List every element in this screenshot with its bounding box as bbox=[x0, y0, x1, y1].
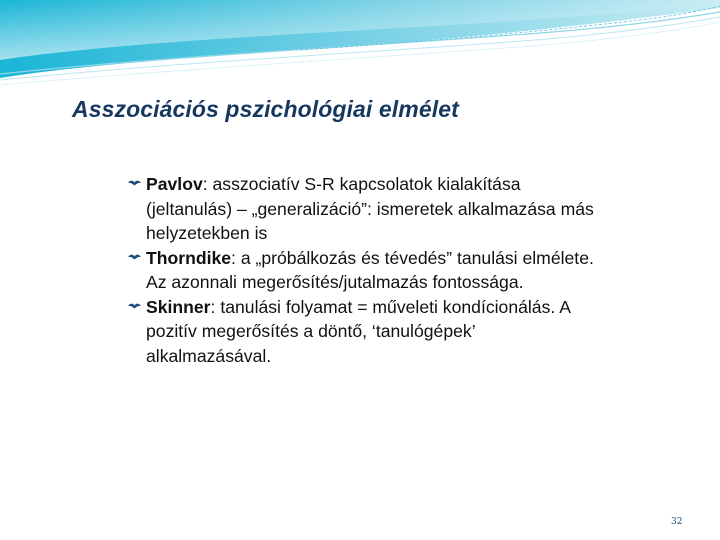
bullet-item bbox=[127, 172, 597, 246]
page-number: 32 bbox=[671, 517, 683, 527]
bullet-item bbox=[127, 246, 597, 295]
bullet-item bbox=[127, 295, 597, 369]
bullet-name: Thorndike bbox=[146, 247, 232, 268]
bullet-text: : a „próbálkozás és tévedés” tanulási elmélete. Az azonnali megerősítés/jutalmazás fontossága. bbox=[146, 247, 594, 292]
bullet-list bbox=[127, 172, 597, 368]
header-wave-decoration bbox=[0, 0, 720, 90]
bird-bullet-icon bbox=[127, 295, 142, 319]
bullet-name: Pavlov bbox=[146, 174, 203, 194]
slide-title: Asszociációs pszichológiai elmélet bbox=[72, 96, 459, 122]
bullet-text: : tanulási folyamat = műveleti kondícionálás. A pozitív megerősítés a döntő, ‘tanulógépek’ alkalmazásával. bbox=[146, 296, 570, 366]
bullet-name: Skinner bbox=[146, 296, 211, 317]
bird-bullet-icon bbox=[127, 172, 142, 196]
bullet-text: : asszociatív S-R kapcsolatok kialakítása (jeltanulás) – „generalizáció”: ismeretek alkalmazása más helyzetekben is bbox=[146, 174, 594, 243]
bird-bullet-icon bbox=[127, 246, 142, 270]
